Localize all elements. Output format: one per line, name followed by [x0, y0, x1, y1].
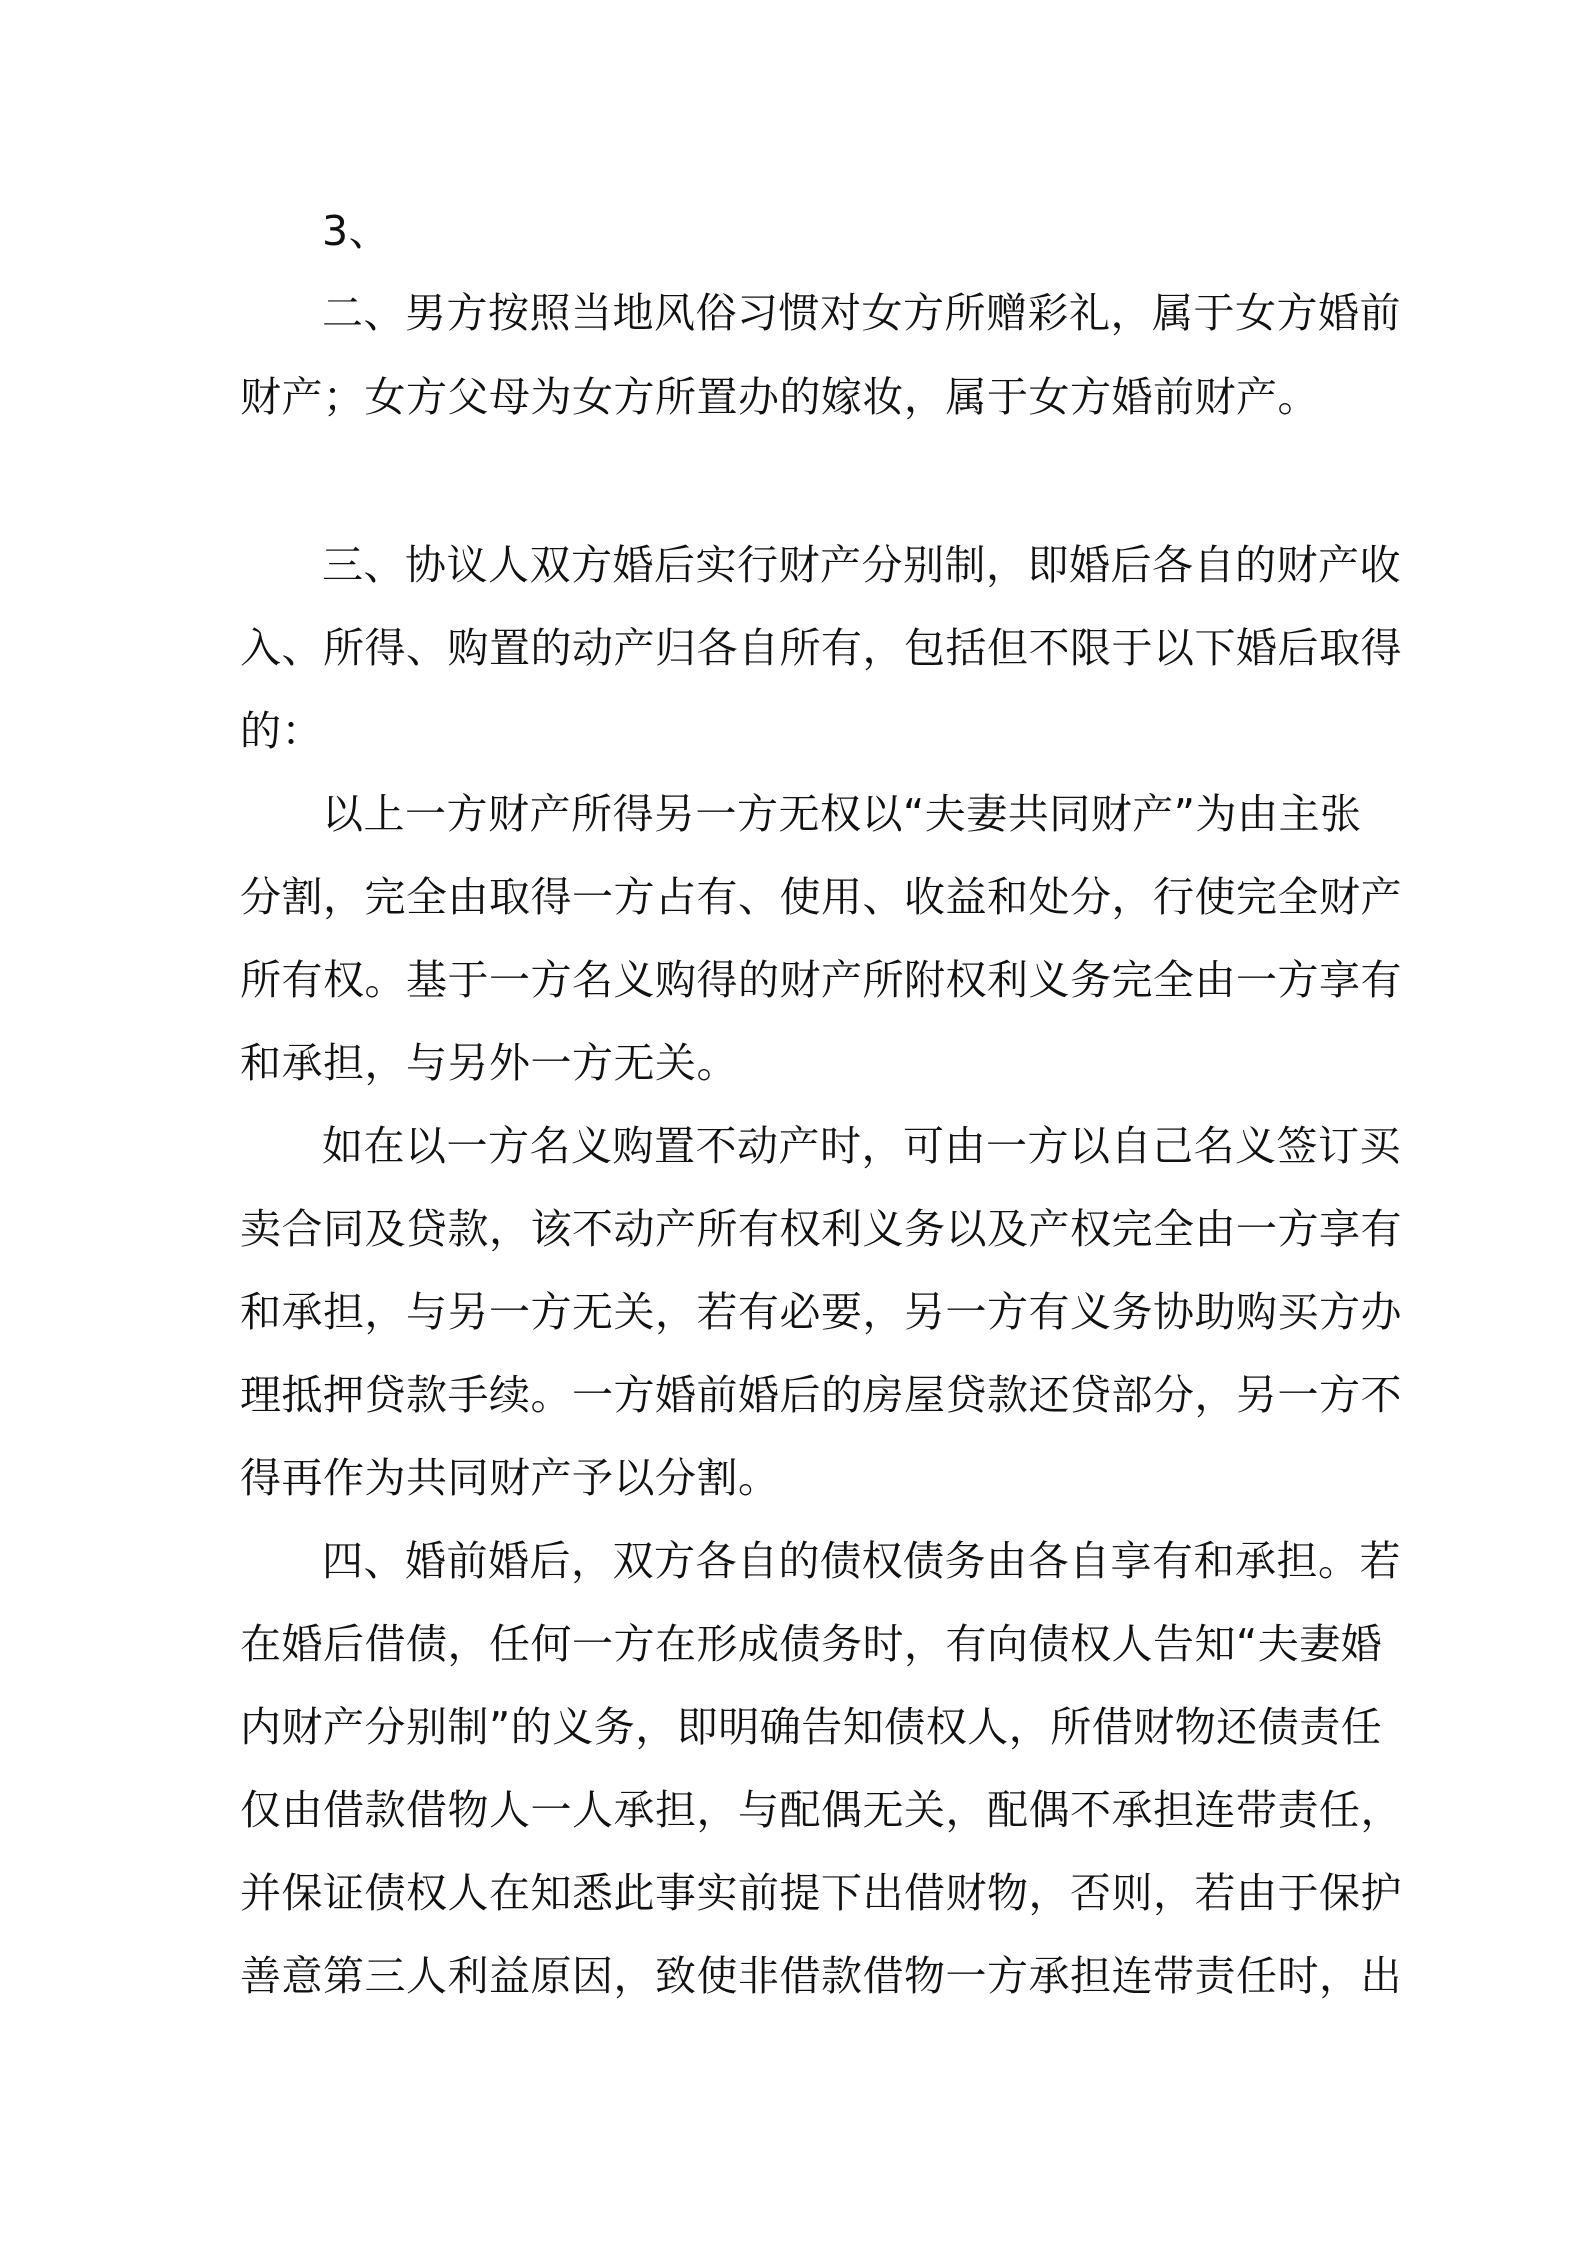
paragraph-ownership-line-2: 分割，完全由取得一方占有、使用、收益和处分，行使完全财产 [240, 873, 1402, 921]
paragraph-ownership-line-4: 和承担，与另外一方无关。 [240, 1039, 738, 1087]
clause-4-line-3: 内财产分别制”的义务，即明确告知债权人，所借财物还债责任 [240, 1703, 1383, 1751]
clause-4-line-4: 仅由借款借物人一人承担，与配偶无关，配偶不承担连带责任， [240, 1786, 1402, 1834]
clause-4-line-6: 善意第三人利益原因，致使非借款借物一方承担连带责任时，出 [240, 1952, 1402, 2000]
clause-4-line-5: 并保证债权人在知悉此事实前提下出借财物，否则，若由于保护 [240, 1869, 1402, 1917]
paragraph-real-estate-line-4: 理抵押贷款手续。一方婚前婚后的房屋贷款还贷部分，另一方不 [240, 1371, 1402, 1419]
paragraph-real-estate-line-1: 如在以一方名义购置不动产时，可由一方以自己名义签订买 [322, 1122, 1401, 1170]
list-marker-3: 3、 [322, 207, 391, 255]
paragraph-ownership-line-1: 以上一方财产所得另一方无权以“夫妻共同财产”为由主张 [322, 790, 1362, 838]
clause-2-line-2: 财产；女方父母为女方所置办的嫁妆，属于女方婚前财产。 [240, 373, 1319, 421]
paragraph-real-estate-line-3: 和承担，与另一方无关，若有必要，另一方有义务协助购买方办 [240, 1288, 1402, 1336]
clause-2-line-1: 二、男方按照当地风俗习惯对女方所赠彩礼，属于女方婚前 [322, 289, 1401, 337]
clause-3-line-1: 三、协议人双方婚后实行财产分别制，即婚后各自的财产收 [322, 541, 1401, 589]
paragraph-real-estate-line-5: 得再作为共同财产予以分割。 [240, 1454, 780, 1502]
clause-4-line-2: 在婚后借债，任何一方在形成债务时，有向债权人告知“夫妻婚 [240, 1620, 1383, 1668]
clause-3-line-2: 入、所得、购置的动产归各自所有，包括但不限于以下婚后取得 [240, 624, 1402, 672]
paragraph-real-estate-line-2: 卖合同及贷款，该不动产所有权利义务以及产权完全由一方享有 [240, 1205, 1402, 1253]
paragraph-ownership-line-3: 所有权。基于一方名义购得的财产所附权利义务完全由一方享有 [240, 956, 1402, 1004]
clause-4-line-1: 四、婚前婚后，双方各自的债权债务由各自享有和承担。若 [322, 1537, 1401, 1585]
clause-3-line-3: 的： [240, 707, 323, 755]
